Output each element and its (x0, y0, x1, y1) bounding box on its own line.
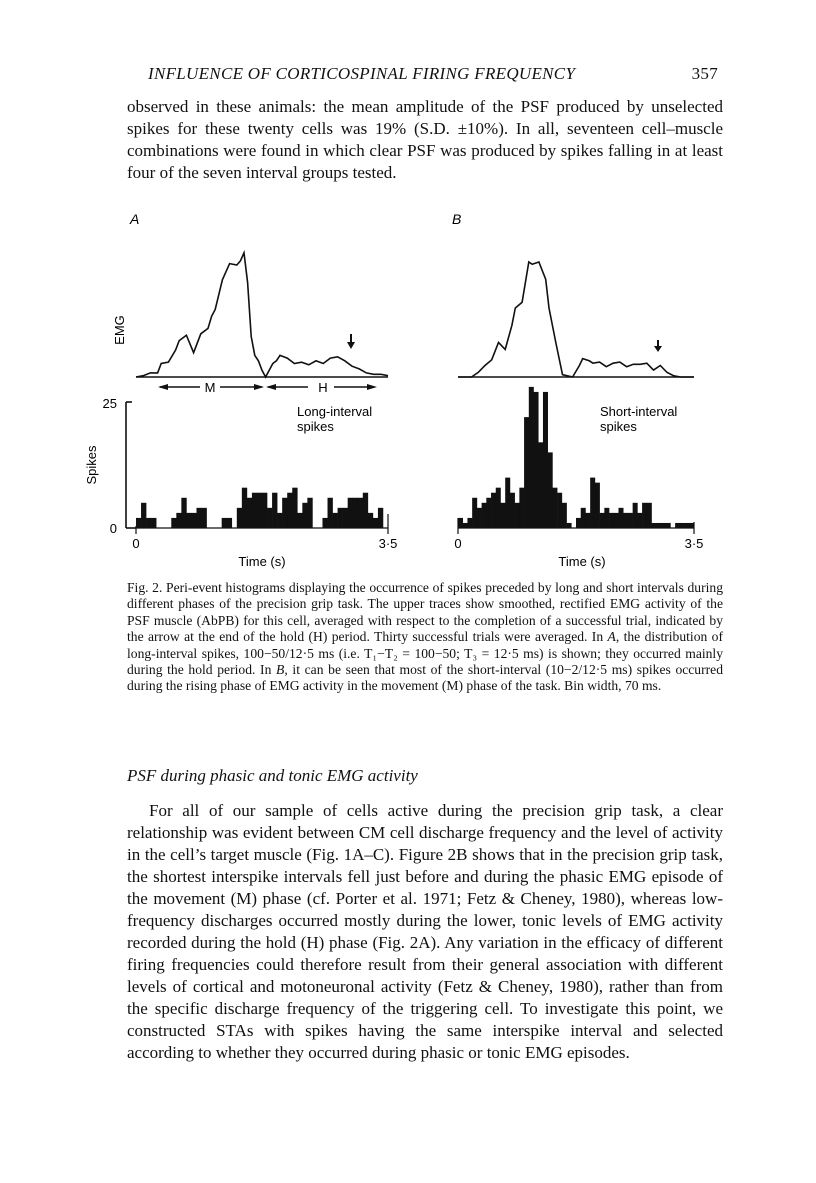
histogram-b-bar (637, 513, 642, 528)
histogram-b-bar (486, 498, 491, 528)
histogram-b-bar (519, 488, 524, 528)
histogram-a-bar (287, 493, 292, 528)
histogram-a-bar (272, 493, 277, 528)
histogram-b-bar (515, 503, 520, 528)
emg-trace-a (136, 253, 388, 377)
intro-paragraph (127, 96, 723, 184)
spikes-axis-label: Spikes (84, 445, 99, 485)
figure-2 (0, 200, 816, 580)
histogram-a-bar (227, 518, 232, 528)
running-head-title: INFLUENCE OF CORTICOSPINAL FIRING FREQUENCY (148, 64, 576, 83)
caption-text-1: Fig. 2. Peri-event histograms displaying the occurrence of spikes preceded by long and short intervals during different phases of the precision grip task. The upper traces show smoothed, rectified EMG activity of the PSF muscle (AbPB) for this cell, averaged with respect to the completion of a successful trial, indicated by the arrow at the end of the hold (H) period. Thirty successful trials were averaged. In (127, 580, 723, 645)
histogram-a-bar (186, 513, 191, 528)
histogram-a-bar (237, 508, 242, 528)
histogram-a-bar (282, 498, 287, 528)
histogram-a-bar (191, 513, 196, 528)
figure-caption (127, 580, 723, 695)
x-tick-3-5-a: 3·5 (378, 536, 398, 551)
histogram-a-bar (322, 518, 327, 528)
histogram-b-bar (642, 503, 647, 528)
histogram-b-bar (585, 513, 590, 528)
panel-b-title-line2: spikes (600, 419, 637, 434)
histogram-a-bar (348, 498, 353, 528)
histogram-a-bar (297, 513, 302, 528)
histogram-b-bar (548, 452, 553, 528)
histogram-a-bar (277, 513, 282, 528)
histogram-b-bar (524, 417, 529, 528)
histogram-b-bar (557, 493, 562, 528)
histogram-b-bar (609, 513, 614, 528)
histogram-a-bar (196, 508, 201, 528)
histogram-b-bar (595, 483, 600, 528)
caption-text-3: , it can be seen that most of the short-interval (10−2/12·5 ms) spikes occurred during the rising phase of EMG activity in the movement (M) phase of the task. Bin width, 70 ms. (127, 662, 723, 694)
histogram-b-bar (647, 503, 652, 528)
y-tick-25: 25 (102, 396, 117, 411)
histogram-b-bar (505, 478, 510, 528)
histogram-a-bar (302, 503, 307, 528)
histogram-b-bar (675, 523, 680, 528)
arrow-right-icon (254, 384, 264, 390)
histogram-a-bar (353, 498, 358, 528)
histogram-a-bar (307, 498, 312, 528)
arrow-right-icon (367, 384, 377, 390)
histogram-a-bar (146, 518, 151, 528)
histogram-b-bar (652, 523, 657, 528)
histogram-a-bar (363, 493, 368, 528)
histogram-a-bar (343, 508, 348, 528)
histogram-b-bar (666, 523, 671, 528)
histogram-b-bar (685, 523, 690, 528)
histogram-b-bar (463, 523, 468, 528)
x-axis-label-b: Time (s) (558, 554, 606, 569)
x-tick-0-b: 0 (454, 536, 462, 551)
histogram-b-bar (581, 508, 586, 528)
histogram-b-bar (500, 503, 505, 528)
x-axis-label-a: Time (s) (238, 554, 286, 569)
histogram-a-bar (176, 513, 181, 528)
caption-label-b: B (276, 662, 285, 678)
x-tick-0-a: 0 (132, 536, 140, 551)
histogram-b-bar (576, 518, 581, 528)
histogram-a-bar (257, 493, 262, 528)
histogram-b-bar (600, 513, 605, 528)
histogram-b-bar (472, 498, 477, 528)
histogram-b-bar (614, 513, 619, 528)
x-tick-3-5-b: 3·5 (684, 536, 704, 551)
y-tick-0: 0 (109, 521, 117, 536)
page-number: 357 (691, 64, 718, 83)
histogram-a-bar (181, 498, 186, 528)
histogram-b-bar (543, 392, 548, 528)
histogram-a-bar (358, 498, 363, 528)
histogram-a-bar (247, 498, 252, 528)
histogram-b-bar (567, 523, 572, 528)
histogram-a-bar (136, 518, 141, 528)
section-heading: PSF during phasic and tonic EMG activity (127, 766, 418, 785)
histogram-a-bars (136, 488, 383, 528)
arrow-left-icon (266, 384, 276, 390)
histogram-a-bar (171, 518, 176, 528)
intro-paragraph-text: observed in these animals: the mean amplitude of the PSF produced by unselected spikes for these twenty cells was 19% (S.D. ±10%). In all, seventeen cell–muscle combinations were found in which clear PSF was produced by spikes falling in at least four of the seven interval groups tested. (127, 97, 723, 182)
histogram-a-bar (242, 488, 247, 528)
histogram-b-bar (680, 523, 685, 528)
histogram-b-bar (482, 503, 487, 528)
histogram-b-bar (538, 442, 543, 528)
histogram-b-bar (529, 387, 534, 528)
section-body (127, 800, 723, 1064)
emg-axis-label: EMG (112, 315, 127, 345)
caption-text-2: , the distribution of long-interval spikes, 100−50/12·5 ms (i.e. T₁−T₂ = 100−50; T₃ = 12·5 ms) is shown; they occurred mainly during the hold period. In (127, 629, 723, 678)
histogram-a-bar (328, 498, 333, 528)
histogram-a-bar (252, 493, 257, 528)
histogram-a-bar (202, 508, 207, 528)
histogram-b-bar (656, 523, 661, 528)
histogram-b-bar (491, 493, 496, 528)
histogram-b-bar (633, 503, 638, 528)
histogram-b-bar (590, 478, 595, 528)
panel-b-title-line1: Short-interval (600, 404, 678, 419)
phase-arrows (158, 380, 377, 395)
histogram-a-bar (373, 518, 378, 528)
phase-label-m: M (204, 380, 216, 395)
histogram-b-bar (477, 508, 482, 528)
histogram-a-axes (84, 396, 397, 569)
caption-label-a: A (607, 629, 616, 645)
phase-label-h: H (318, 380, 328, 395)
histogram-a-bar (262, 493, 267, 528)
histogram-b-axes (454, 404, 703, 569)
section-body-text: For all of our sample of cells active during the precision grip task, a clear relationship was evident between CM cell discharge frequency and the level of activity in the cell’s target muscle (Fig. 1A–C). Figure 2B shows that in the precision grip task, the shortest interspike intervals fell just before and during the phasic EMG episode of the movement (M) phase (cf. Porter et al. 1971; Fetz & Cheney, 1980), whereas low-frequency discharges occurred mostly during the lower, tonic levels of EMG activity recorded during the hold (H) phase (Fig. 2A). Any variation in the efficacy of different firing frequencies could therefore result from their general association with different levels of cortical and motoneuronal activity (Fetz & Cheney, 1980), rather than from the specific discharge frequency of the triggering cell. To investigate this point, we constructed STAs with spikes having the same interspike interval and selected according to whether they occurred during phasic or tonic EMG episodes. (127, 801, 723, 1062)
histogram-b-bar (467, 518, 472, 528)
histogram-a-bar (378, 508, 383, 528)
histogram-a-bar (292, 488, 297, 528)
histogram-b-bar (618, 508, 623, 528)
panel-a-title-line1: Long-interval (297, 404, 373, 419)
histogram-b-bar (628, 513, 633, 528)
completion-arrow-b (654, 340, 662, 352)
histogram-b-bar (661, 523, 666, 528)
histogram-a-bar (222, 518, 227, 528)
panel-label-b: B (452, 211, 462, 227)
emg-trace-b-group (458, 262, 694, 377)
panel-a-title-line2: spikes (297, 419, 334, 434)
histogram-b-bar (689, 523, 694, 528)
figure-2-svg (0, 200, 816, 580)
histogram-b-bar (496, 488, 501, 528)
emg-trace-b (458, 262, 694, 377)
arrow-left-icon (158, 384, 168, 390)
histogram-a-bar (267, 508, 272, 528)
histogram-b-bar (552, 488, 557, 528)
histogram-a-bar (151, 518, 156, 528)
histogram-a-bar (141, 503, 146, 528)
histogram-b-bar (458, 518, 463, 528)
histogram-b-bar (510, 493, 515, 528)
histogram-a-bar (333, 513, 338, 528)
histogram-b-bar (534, 392, 539, 528)
histogram-a-bar (338, 508, 343, 528)
completion-arrow-a (347, 334, 355, 349)
panel-label-a: A (130, 211, 140, 227)
histogram-b-bar (623, 513, 628, 528)
histogram-b-bar (604, 508, 609, 528)
emg-trace-a-group (136, 253, 388, 377)
histogram-b-bar (562, 503, 567, 528)
histogram-a-bar (368, 513, 373, 528)
